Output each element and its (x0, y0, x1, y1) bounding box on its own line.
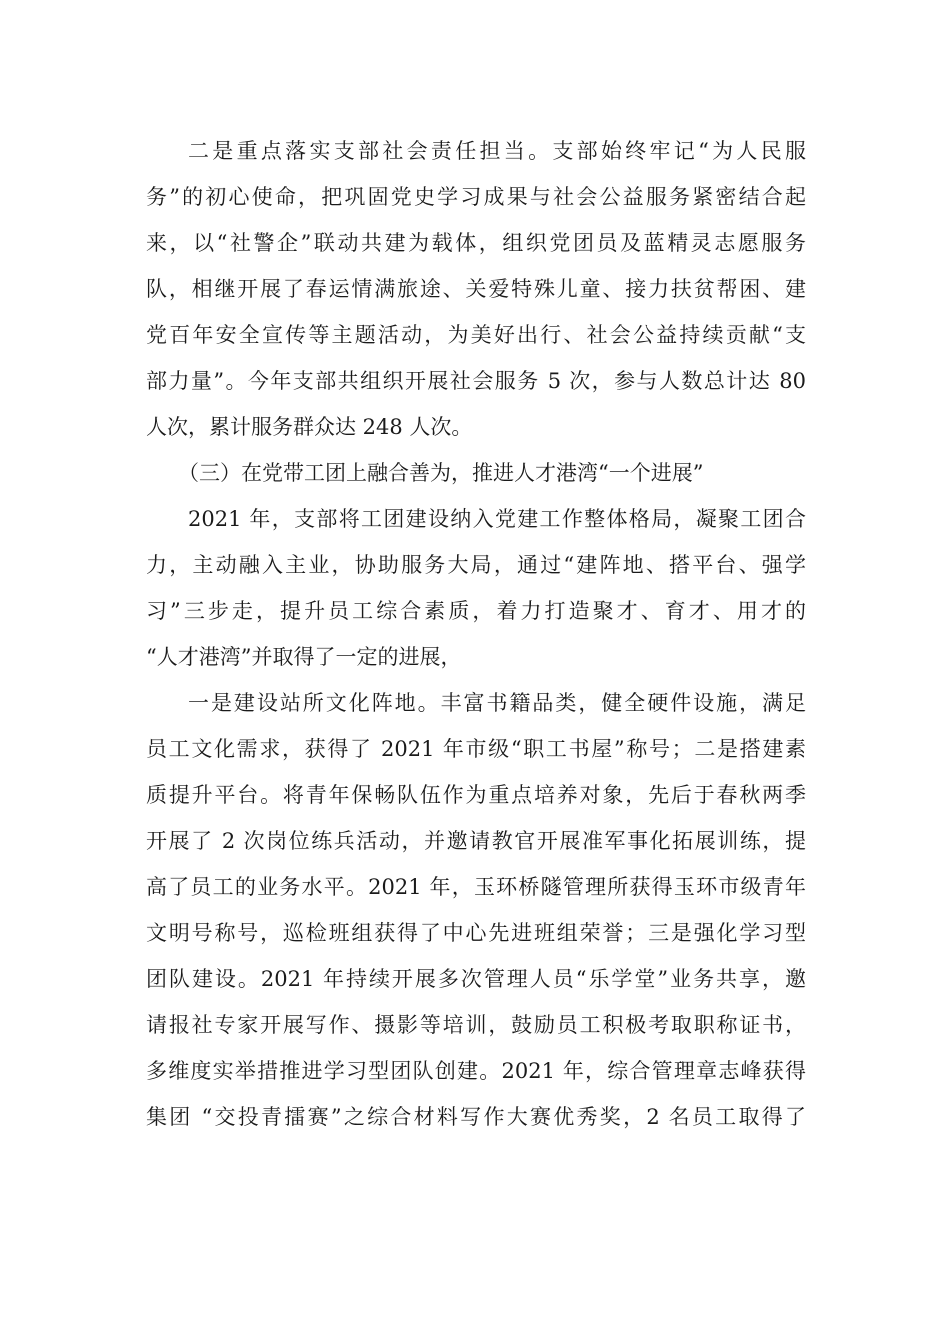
paragraph-line: 党百年安全宣传等主题活动，为美好出行、社会公益持续贡献“支 (146, 323, 806, 347)
paragraph-line: 请报社专家开展写作、摄影等培训，鼓励员工积极考取职称证书， (146, 1013, 806, 1037)
paragraph-line: 文明号称号，巡检班组获得了中心先进班组荣誉；三是强化学习型 (146, 921, 806, 945)
paragraph-line: 人次，累计服务群众达 248 人次。 (146, 415, 473, 439)
paragraph-line: 来，以“社警企”联动共建为载体，组织党团员及蓝精灵志愿服务 (146, 231, 806, 255)
paragraph-line: 力，主动融入主业，协助服务大局，通过“建阵地、搭平台、强学 (146, 553, 806, 577)
paragraph-line: 习”三步走，提升员工综合素质，着力打造聚才、育才、用才的 (146, 599, 806, 623)
paragraph-line: 2021 年，支部将工团建设纳入党建工作整体格局，凝聚工团合 (188, 507, 806, 531)
paragraph-line: 员工文化需求，获得了 2021 年市级“职工书屋”称号；二是搭建素 (146, 737, 806, 761)
paragraph-line: 集团 “交投青擂赛”之综合材料写作大赛优秀奖，2 名员工取得了 (146, 1105, 806, 1129)
paragraph-line: “人才港湾”并取得了一定的进展， (146, 645, 462, 669)
section-heading: （三）在党带工团上融合善为，推进人才港湾“一个进展” (178, 461, 704, 485)
paragraph-line: 务”的初心使命，把巩固党史学习成果与社会公益服务紧密结合起 (146, 185, 806, 209)
paragraph-line: 团队建设。2021 年持续开展多次管理人员“乐学堂”业务共享，邀 (146, 967, 806, 991)
paragraph-line: 多维度实举措推进学习型团队创建。2021 年，综合管理章志峰获得 (146, 1059, 806, 1083)
paragraph-line: 队，相继开展了春运情满旅途、关爱特殊儿童、接力扶贫帮困、建 (146, 277, 806, 301)
paragraph-line: 二是重点落实支部社会责任担当。支部始终牢记“为人民服 (188, 139, 806, 163)
paragraph-line: 质提升平台。将青年保畅队伍作为重点培养对象，先后于春秋两季 (146, 783, 806, 807)
paragraph-line: 一是建设站所文化阵地。丰富书籍品类，健全硬件设施，满足 (188, 691, 806, 715)
paragraph-line: 部力量”。今年支部共组织开展社会服务 5 次，参与人数总计达 80 (146, 369, 806, 393)
paragraph-line: 高了员工的业务水平。2021 年，玉环桥隧管理所获得玉环市级青年 (146, 875, 806, 899)
paragraph-line: 开展了 2 次岗位练兵活动，并邀请教官开展准军事化拓展训练，提 (146, 829, 806, 853)
